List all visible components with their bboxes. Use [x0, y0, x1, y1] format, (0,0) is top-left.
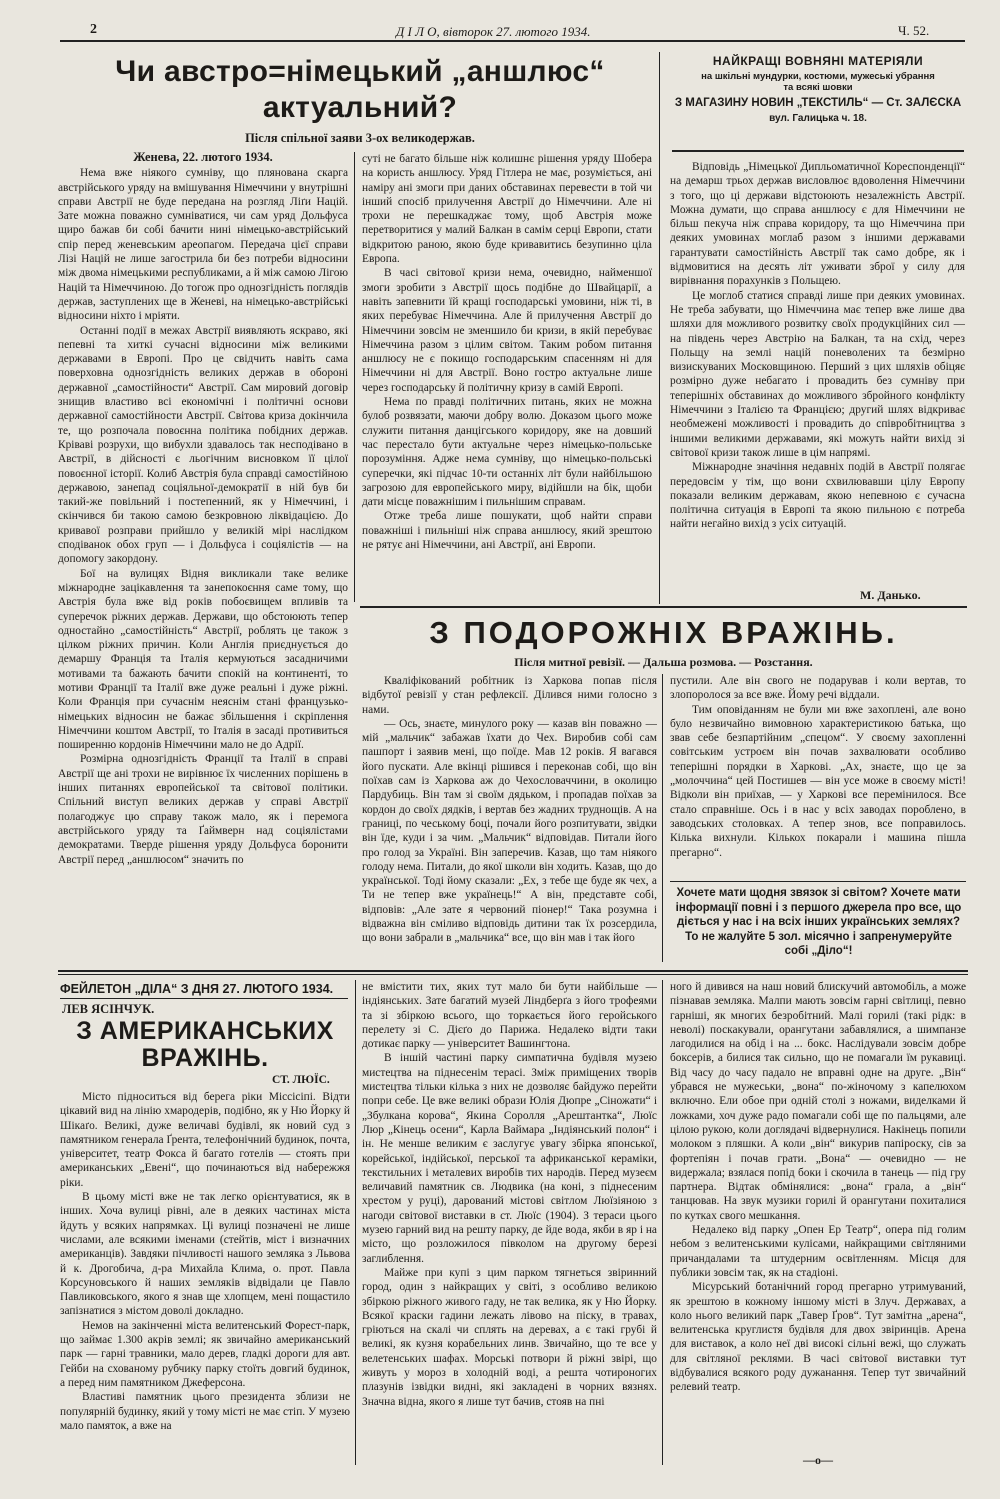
author-signature: М. Данько.	[860, 588, 921, 602]
article2-column-right	[670, 674, 966, 874]
ad-line: та всякі шовки	[783, 82, 853, 93]
issue-number: Ч. 52.	[898, 23, 930, 38]
article1-title-line1: Чи австро=німецький „аншлюс“	[115, 55, 605, 88]
ad-store: З МАГАЗИНУ НОВИН „ТЕКСТИЛЬ“ — Ст. ЗАЛЄСКА	[674, 97, 962, 109]
article1-paragraph: Нема по правді політичних питань, яких не можна булоб розвязати, маючи добру волю. Доказом цього може служити питання данцігського коридору, яке на довший час перестало бути актуальне через німецько-польське порозуміння. Адже нема сумніву, що німецько-польські суперечки, які підчас 10-ти останніх літ були найбільшою загрозою для европейського миру, відійшли на бік, щоби дати місце поважнішим і пильнішим справам.	[362, 396, 652, 509]
section-rule	[360, 606, 967, 608]
textile-advertisement	[668, 52, 968, 152]
feuilleton-banner: ФЕЙЛЕТОН „ДІЛА“ З ДНЯ 27. ЛЮТОГО 1934.	[60, 982, 334, 996]
end-mark: —о—	[803, 1453, 833, 1467]
feuilleton-author: ЛЕВ ЯСІНЧУК.	[62, 1002, 155, 1016]
feuilleton-paragraph: Місто підноситься від берега ріки Міссісіпі. Відти цікавий вид на лінію хмародерів, подібно, як у Ню Йорку й Шікаґо. Великі, дуже величаві будівлі, як новий суд з памятником генерала Ґрента, телефонічний будинок, почта, університет, театр Фокса й багато готелів — стоять при американських „Евені“, що починаються від набережжя ріки.	[60, 1091, 350, 1189]
article1-title	[60, 54, 660, 126]
article1-column-2	[362, 152, 652, 602]
article2-paragraph: Кваліфікований робітник із Харкова попав після відбутої ревізії у стан рефлексії. Ділився ними голосно з нами.	[362, 675, 657, 716]
feuilleton-paragraph: Недалеко від парку „Опен Ер Театр“, опера під голим небом з велитенськими кулісами, найкращими світляними причандалами та штудерним освітленням. Місця для публики зовсім так, як на стадіоні.	[670, 1224, 966, 1279]
page-number: 2	[90, 22, 97, 37]
article1-paragraph: Розмірна однозгідність Франції та Італії в справі Австрії ще ані трохи не вирівнює їх численних порішень в інших питаннях европейської та світової політики. Спільний виступ великих держав у справі Австрії полагоджує цю справу також мало, як і перемога австрійського уряду та Ґаймверн над соціялістами демократами. Тверде рішення уряду Дольфуса боронити Австрії перед „аншлюсом“ значить по	[58, 753, 348, 866]
column-divider	[354, 152, 355, 602]
article2-column-left	[362, 674, 657, 962]
feuilleton-rule-second	[58, 974, 968, 975]
feuilleton-title-line2: ВРАЖІНЬ.	[141, 1044, 269, 1072]
feuilleton-paragraph: Властиві памятник цього президента зблизи не популярній будинку, який у тому місті не має стіп. У музею мало памяток, а вже на	[60, 1391, 350, 1432]
feuilleton-rule-top	[58, 970, 968, 972]
article1-title-line2: актуальний?	[262, 91, 458, 124]
article1-paragraph: В часі світової кризи нема, очевидно, найменшої змоги зробити з Австрії щось подібне до Швайцарії, а навіть запевнити їй кращі господарські умовини, ніж ті, в яких перебуває Німеччина. Але й прилучення Австрії до Німеччини зовсім не зменшило би кризи, в якій перебуває Німеччина разом з цілим світом. Таким робом питання аншлюсу не є покищо господарським спасенням ні для Німеччини ні для Австрії. Воно гостро актуальне лише через господарську й політичну кризу в самій Европі.	[362, 267, 652, 394]
banner-underline	[60, 998, 348, 999]
article2-paragraph: пустили. Але він свого не подарував і коли вертав, то злопоролося за все вже. Йому речі віддали.	[670, 675, 966, 702]
column-divider	[662, 674, 663, 962]
article1-subtitle: Після спільної заяви 3-ох великодержав.	[245, 131, 475, 145]
ad-headline: НАЙКРАЩІ ВОВНЯНІ МАТЕРІЯЛИ	[712, 54, 924, 68]
feuilleton-place: СТ. ЛЮЇС.	[272, 1074, 330, 1086]
article2-subtitle: Після митної ревізії. — Дальша розмова. — Розстання.	[514, 655, 813, 669]
article1-paragraph: Останні події в межах Австрії виявляють яскраво, які пепевні та хиткі сучасні відносини між великими державами в Европі. Про це свідчить навіть сама поверховна однозгідність великих держав в обороні державної „самостійности“ Австрії. Сам мировий договір знищив властиво всі економічні і політичні основи державної самостійности Австрії. Світова криза докінчила те, що розпочала повоєнна політика побідних держав. Кріваві розрухи, що вибухли здавалось так несподівано в Австрії, в дійсності є льогічним висновком її цілої повоєнної історії. Колиб Австрія була справді самостійною державою, занепад соціяльної-демократії в ній був би такий-же повільний і постепенний, як у Німеччині, і скінчився би такою самою безкровною ліквідацією. До кривавої розправи прийшло у великій мірі наслідком сподіванок обох груп — і Дольфуса і соціялістів — на допомогу закордону.	[58, 324, 348, 566]
ad-bottom-rule	[672, 150, 964, 152]
article1-dateline: Женева, 22. лютого 1934.	[133, 150, 273, 164]
vertical-divider	[659, 52, 660, 604]
feuilleton-title	[60, 1018, 350, 1072]
article1-paragraph: Отже треба лише пошукати, щоб найти справи поважніші і пильніші ніж справа аншлюсу, який зрештою не рятує ані Німеччини, ані Австрії, ані Европи.	[362, 510, 652, 552]
right-article-paragraph: Відповідь „Німецької Дипльоматичної Кореспонденції“ на демарш трьох держав висловлює вдоволення Німеччини з того, що ці держави відстоюють незалежність Австрії. Можна думати, що справа аншлюсу є для Німеччини не більш пекуча ніж справа коридору, та що Німеччина при деяких умовинах моглаб разом з іншими державами гарантувати самостійність Австрії так само добре, як і відмовитися на десять літ уживати зброї у силу для вирівнання порахунків з Польщею.	[670, 161, 965, 288]
feuilleton-paragraph: не вмістити тих, яких тут мало би бути найбільше — індіянських. Зате багатий музей Ліндберґа з його трофеями та зі збіркою всього, що торкається його геройського перелету зі С. Дієґо до Парижа. Недалеко відти таки дотикає парку — університет Вашингтона.	[362, 981, 657, 1051]
article2-title: З ПОДОРОЖНІХ ВРАЖІНЬ.	[429, 615, 898, 650]
right-article-paragraph: Міжнародне значіння недавніх подій в Австрії полягає передовсім у тім, що вони схвилювавши цілу Европу показали великим державам, якою непевною є сучасна політична ситуація в Европі та якою пильною є потреба найти негайно вихід з усіх ситуацій.	[670, 461, 965, 531]
feuilleton-paragraph: ного й дивився на наш новий блискучий автомобіль, а може пізнавав земляка. Малпи мають зовсім гарні світлиці, певно гарніші, як многих безробітний. Малі горилі (такі рідк: в неволі) поскакували, орангутани забавлялися, а шимпанзе лагодилися на обід і на ... бокс. Наслідували зовсім добре боксерів, а билися так сильно, що не помагали їм рукавиці. Від часу до часу падало не вправні одне на друге. „Він“ убрався не мужеськи, „вона“ по-жіночому з капелюхом включно. Ели обое при одній столі з ножами, виделками й ложками, хоч дуже радо помагали собі ще по пальцями, але цілою рукою, коли доглядачі відвернулися. Накінець попили молоком з пляшки. А коли „він“ викурив папіроску, сів за фортепіян і почав грати. „Вона“ — очевидно — не видержала; взялася попід боки і скочила в танець — під гру партнера. Відтак обмінялися: „вона“ грала, а „він“ танцював. На звук музики горилі й орангутани похиталися по кутках свого мешкання.	[670, 981, 966, 1222]
feuilleton-paragraph: В цьому місті вже не так легко орієнтуватися, як в інших. Хоча вулиці рівні, але в деяких частинах міста йдуть у всяких напрямках. Ці вулиці позначені не лише числами, але всякими іменами (стейтів, міст і визначних американців). Завдяки пічливості нашого земляка з Львова й к. Дрогобича, д-ра Михайла Клима, о. прот. Павла Корсуновського й наших земляків відвідали це Павло Павликовського, якого я знав ще хлопцем, мені пощастило запізнатися з містом доволі докладно.	[60, 1191, 350, 1318]
feuilleton-column-3	[670, 980, 966, 1450]
right-article	[670, 160, 965, 592]
column-divider	[355, 980, 356, 1465]
article1-paragraph: суті не багато більше ніж колишнє рішення уряду Шобера на користь аншлюсу. Уряд Гітлера не має, розуміється, ані наміру ані змоги при даних обставинах перевести в той чи інший спосіб прилучення Австрії до Німеччини. Але ні трохи не перешкаджає тому, щоб Австрія може перетворитися у малий Балкан в самім серці Европи, стати відкритою раною, якою буде кривавитись безупинно ціла Европа.	[362, 153, 652, 266]
feuilleton-title-line1: З АМЕРИКАНСЬКИХ	[76, 1017, 334, 1045]
article1-paragraph: Бої на вулицях Відня викликали таке велике міжнародне зацікавлення та занепокоєння саме тому, що Австрія була вже від років побоєвищем впливів та суперечок ріжних держав. Держави, що обстоюють тепер одностайно „самостійність“ Австрії, роблять це також з цілком ріжних причин. Коли Англія приєднується до демаршу Франція та Італія кермуються засадничими мотивами та бажають бачити спокій на континенті, то мотиви Франції та Італії вже дуже реальні і дуже ріжні. Коли Франція при сучаснім неяснім стані французько-німецьких відносин не бажає збільшення і скріплення Німеччини коштом Австрії, то Італія в засаді противиться поширенню кордонів Німеччини мало не до Адрії.	[58, 567, 348, 752]
article2-paragraph: Тим оповіданням не були ми вже захоплені, але воно було незвичайно вимовною характеристикою батька, що звав себе безпартійним „спецом“. У своєму захопленні совітським устроєм він почав захвалювати особливо теперішні порядки в Харкові. „Ах, знаєте, що це за „молоччина“ цей Постишев — він усе може в своєму місті! Відколи він приїхав, — у Харкові все перемінилося. Все стало справніше. Ось і в нас у всіх заводах пороблено, в заводських столовках. А тепер знов, все поправилось. Кілька вихнули. Кількох покарали і машина пішла прегарно“.	[670, 703, 966, 859]
feuilleton-column-2	[362, 980, 657, 1465]
column-divider	[662, 980, 663, 1465]
masthead	[396, 24, 590, 40]
ad-address: вул. Галицька ч. 18.	[769, 113, 867, 124]
masthead-date: вівторок 27. лютого 1934.	[443, 24, 591, 39]
feuilleton-paragraph: Місурський ботанічний город прегарно утримуваний, як зрештою в кожному іншому місті в Злуч. Державах, а коло нього великий парк „Тавер Ґров“. Тут замітна „арена“, велитенська круглистя будівля для двох звіринців. Арена для виставок, а коло неї дві високі сільні вежі, що служать для світляної реклями. В часі світової виставки тут відбувалися всякого роду дужанання. Тепер тут звичайний релевий театр.	[670, 1281, 966, 1394]
article1-column-1	[58, 150, 348, 966]
article1-paragraph: Нема вже ніякого сумніву, що плянована скарга австрійського уряду на вмішування Німеччини у внутрішні справи Австрії не буде передана на розгляд Ліґи Націй. Зате можна поважно сумніватися, чи сам уряд Дольфуса щиро бажав би собі бачити нині німецько-австрійський спір перед женевським ареопагом. Передача цієї справи Лізі Націй не лише загострила би без потреби відносини між двома німецькими республиками, а й між самою Лігою Націй та Німеччиною. До тогож про однозгідність поглядів держав, заступлених ще в Женеві, на німецько-австрійські відносини ніхто і мріяти.	[58, 167, 348, 323]
masthead-name: Д І Л О,	[396, 24, 440, 39]
promo-rule-top	[670, 881, 966, 882]
feuilleton-column-1	[60, 1090, 350, 1465]
feuilleton-paragraph: В іншій частині парку симпатична будівля музею мистецтва на піднесенім терасі. Зміж приміщених творів мистецтва тільки кілька з них не дозволяє байдужо перейти попри себе. Це вже великі образи Юлія Дюпре „Сіножати“ і „Збулкана корова“, Якина Соролля „Арештантка“, Люїс Люр „Кінець осени“, Карла Ваймара „Індіянський полон“ і ін. Не менше великим є заслугує увагу збірка японської, корейської, індійської, перської та африканської кераміки, текстильних і металевих виробів тих народів. Перед музеєм величавий памятник св. Людвика (на коні, з піднесеним хрестом у руці), дарований містові світлом Люїзіяною з нагоди світової виставки в ст. Люїс (1904). З тераси цього музею гарний вид на решту парку, де йде вода, якби в яр і на місто, що розложилося півколом на другому березі заглиблення.	[362, 1052, 657, 1265]
right-article-paragraph: Це моглоб статися справді лише при деяких умовинах. Не треба забувати, що Німеччина має тепер вже лише два шляхи для можливого розвитку своїх продукційних сил — на південь через Австрію на Балкан, та на схід, через Польщу на землі націй поневолених та безмірно визискуваних Московщиною. Перший з цих шляхів обіцяє розмірно дуже небагато і провадить без сумніву при теперішніх обставинах до можливого збройного конфлікту Німеччини з Італією та Францією; другий шлях відкриває необмежені можливості і провадить до співробітництва з іншими великими державами, які можуть найти вихід зі світової кризи також лише в цім напрямі.	[670, 289, 965, 459]
ad-line: на шкільні мундурки, костюми, мужеські убрання	[701, 71, 935, 82]
feuilleton-paragraph: Немов на закінченні міста велитенський Форест-парк, що займає 1.300 акрів землі; як звичайно американський парк — гарні травники, мало дерев, гладкі дороги для авт. Гейби на схованому рубчику парку стоїть довгий будинок, а перед ним памятником Джеферсона.	[60, 1319, 350, 1389]
article2-paragraph: — Ось, знаєте, минулого року — казав він поважно — мій „мальчик“ забажав їхати до Чех. Виробив собі сам пашпорт і заявив мені, що поїде. Мав 12 років. Я вагався його пускати. Але вкінці рішився і переконав собі, що він поїхав сам із Харкова аж до Чехословаччини, в околицю Пардубиць. Він там зі своїм дядьком, і пропадав поїхав за кордон до своїх дядків, і вертав без жадних труднощів. А на границі, по чеському боці, почали його розпитувати, звідки він їде, куди і за чим. „Мальчик“ відповідав. Питали його про голод за Україні. Він заперечив. Казав, що там ніякого голоду нема. Питали, до якої школи він ходить. Казав, що до української. Тоді йому сказали: „Ех, з тебе ще буде як чех, а Ти не тепер вже українець!“ А він, представте собі, відповів: „Але зате я червоний піонер!“ Така розумна і відважна він сміливо відповідь дитини так їх розсердила, що вони забрали в „мальчика“ все, що він мав і так його	[362, 717, 657, 945]
subscription-promo: Хочете мати щодня звязок зі світом? Хочете мати інформації повні і з першого джерела про все, що діється у нас і на всіх інших українських землях? То не жалуйте 5 зол. місячно і запренумеруйте собі „Діло“!	[675, 887, 962, 957]
feuilleton-paragraph: Майже при купі з цим парком тягнеться звіринний город, один з найкращих у світі, з особливо великою збіркою ріжного живого гаду, не так велика, як у Ню Йорку. Всякої краски гадини лежать лівово на піску, в травах, гріються на скалі чи сплять на деревах, а є такі грубі й великі, як кузня корабельних линв. Звичайно, що те все у велетенських шафах. Морські потвори й ріжні звірі, що живуть у мороз в холодній воді, а решта чотироногих плазунів ізвідки видні, які закладені в чорних вязнях. Значна відна, якого я лише тут бачив, стояв на пні	[362, 1266, 657, 1408]
header-rule	[60, 40, 965, 42]
